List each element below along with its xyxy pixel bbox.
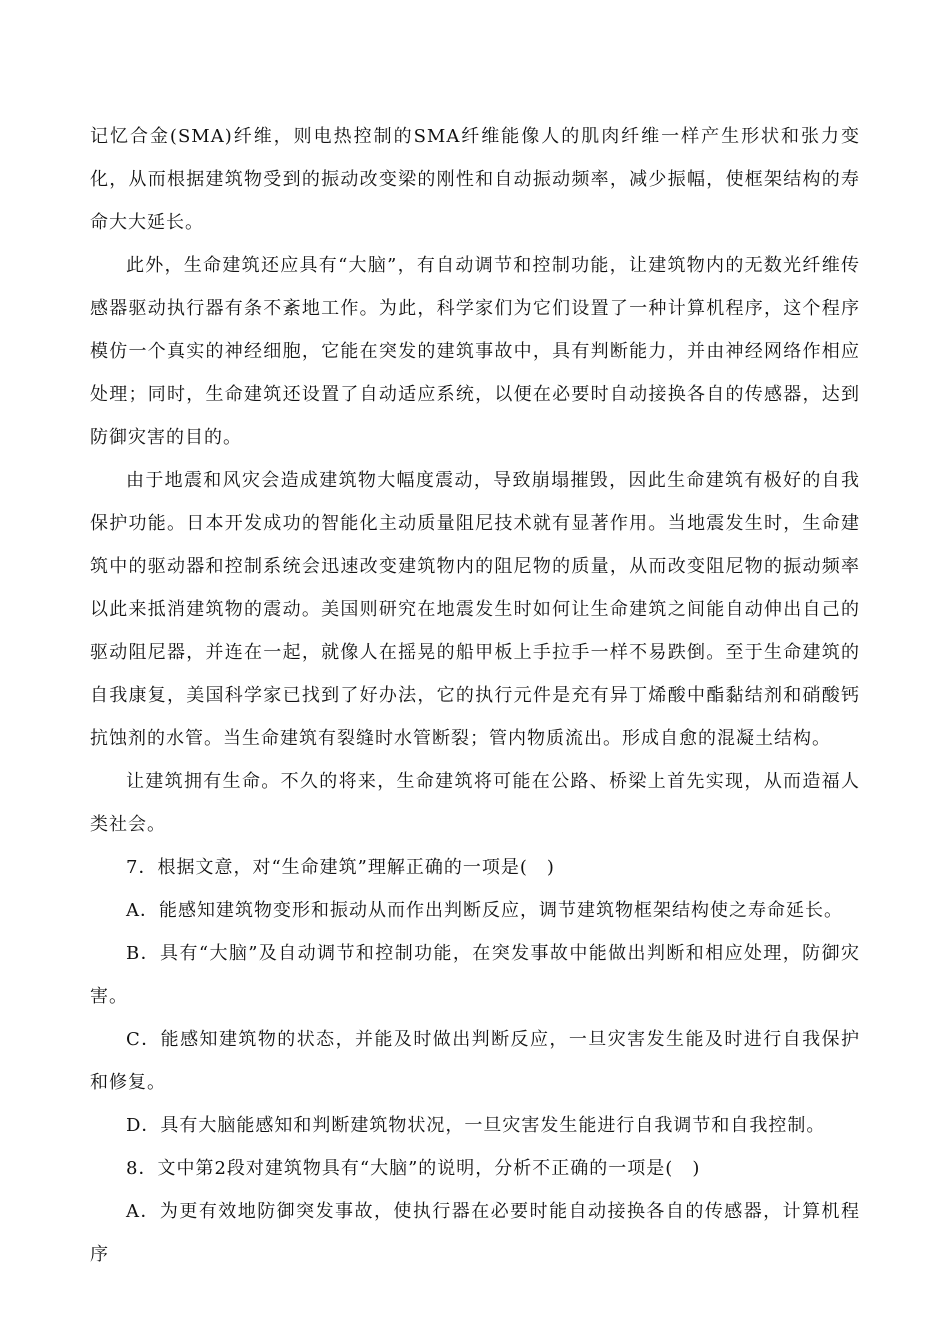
question-8-option-a: A．为更有效地防御突发事故，使执行器在必要时能自动接换各自的传感器，计算机程序: [90, 1201, 860, 1265]
question-7-stem: 7．根据文意，对“生命建筑”理解正确的一项是( ): [126, 857, 555, 878]
passage-paragraph-1: 记忆合金(SMA)纤维，则电热控制的SMA纤维能像人的肌肉纤维一样产生形状和张力变化，从而根据建筑物受到的振动改变梁的刚性和自动振动频率，减少振幅，使框架结构的寿命大大延长。: [90, 126, 860, 233]
passage-paragraph-2: 此外，生命建筑还应具有“大脑”，有自动调节和控制功能，让建筑物内的无数光纤维传感器驱动执行器有条不紊地工作。为此，科学家们为它们设置了一种计算机程序，这个程序模仿一个真实的神经细胞，它能在突发的建筑事故中，具有判断能力，并由神经网络作相应处理；同时，生命建筑还设置了自动适应系统，以便在必要时自动接换各自的传感器，达到防御灾害的目的。: [90, 255, 860, 448]
question-7-option-d: D．具有大脑能感知和判断建筑物状况，一旦灾害发生能进行自我调节和自我控制。: [126, 1115, 826, 1136]
question-8-stem: 8．文中第2段对建筑物具有“大脑”的说明，分析不正确的一项是( ): [126, 1158, 701, 1179]
question-7-option-c: C．能感知建筑物的状态，并能及时做出判断反应，一旦灾害发生能及时进行自我保护和修复。: [90, 1029, 860, 1093]
document-page: [90, 115, 860, 1276]
passage-paragraph-3: 由于地震和风灾会造成建筑物大幅度震动，导致崩塌摧毁，因此生命建筑有极好的自我保护功能。日本开发成功的智能化主动质量阻尼技术就有显著作用。当地震发生时，生命建筑中的驱动器和控制系统会迅速改变建筑物内的阻尼物的质量，从而改变阻尼物的振动频率以此来抵消建筑物的震动。美国则研究在地震发生时如何让生命建筑之间能自动伸出自己的驱动阻尼器，并连在一起，就像人在摇晃的船甲板上手拉手一样不易跌倒。至于生命建筑的自我康复，美国科学家已找到了好办法，它的执行元件是充有异丁烯酸中酯黏结剂和硝酸钙抗蚀剂的水管。当生命建筑有裂缝时水管断裂；管内物质流出。形成自愈的混凝土结构。: [90, 470, 860, 749]
question-7-option-b: B．具有“大脑”及自动调节和控制功能，在突发事故中能做出判断和相应处理，防御灾害。: [90, 943, 860, 1007]
passage-paragraph-4: 让建筑拥有生命。不久的将来，生命建筑将可能在公路、桥梁上首先实现，从而造福人类社会。: [90, 771, 860, 835]
question-7-option-a: A．能感知建筑物变形和振动从而作出判断反应，调节建筑物框架结构使之寿命延长。: [126, 900, 843, 921]
